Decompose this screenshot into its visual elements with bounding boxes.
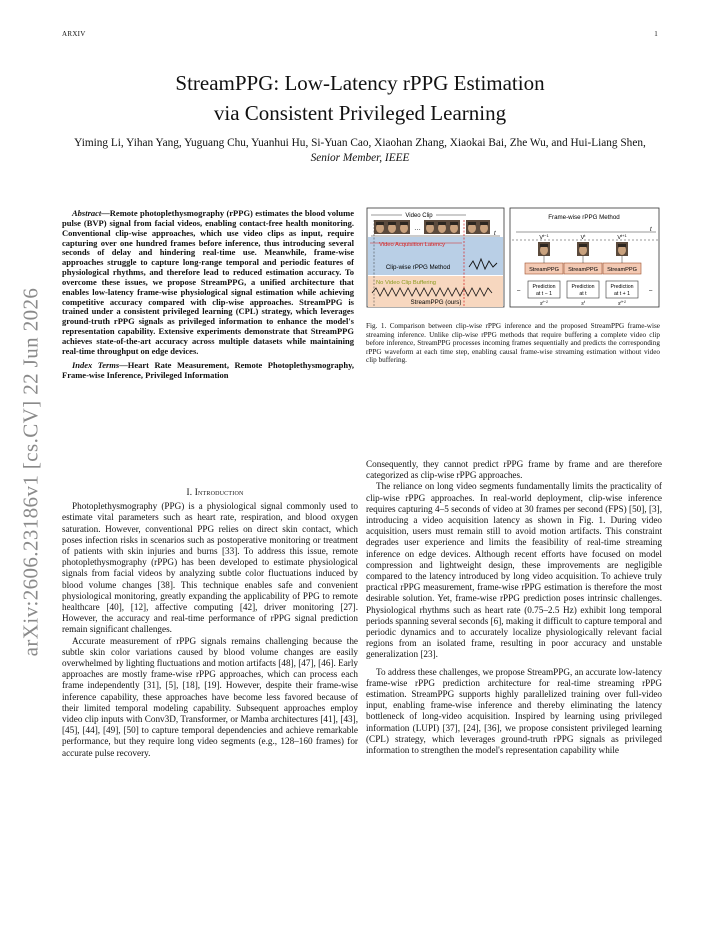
svg-text:StreamPPG: StreamPPG [568,267,598,273]
paragraph: Accurate measurement of rPPG signals remains challenging because the subtle skin color variations caused by blood volume changes are easily overwhelmed by lighting fluctuations and motion artifacts [48], [47], [46]. Early approaches are mostly frame-wise rPPG approaches, which can process each frame independently [31], [5], [18], [19]. However, despite their frame-wise inference capability, these approaches have become less favored because of their limited temporal modeling capability. Subsequent approaches employ video clip inputs with Conv3D, Transformer, or Mamba architectures [41], [43], [45], [44], [49], [50] to capture temporal dependencies and achieve remarkable performance, but they require long video segments (e.g., 128–160 frames) for accurate pulse recovery. [62,635,358,758]
paragraph: Photoplethysmography (PPG) is a physiological signal commonly used to estimate vital parameters such as heart rate, respiration, and blood oxygen saturation. However, conventional PPG relies on direct skin contact, which poses infection risks in scenarios such as postoperative monitoring or treatment of patients with skin injuries and burns [33]. To address this issue, remote photoplethysmography (rPPG) has been developed to estimate physiological signals from facial videos by analyzing subtle color fluctuations induced by blood volume changes [38]. This technique enables safe and convenient physiological monitoring, greatly expanding the applicability of PPG to remote healthcare [40], [12], affective computing [42], driver monitoring [27]. However, the accuracy and real-time performance of rPPG signal prediction remain significant challenges. [62,501,358,635]
svg-text:t: t [650,227,652,233]
svg-text:t: t [494,231,496,237]
paragraph: To address these challenges, we propose StreamPPG, an accurate low-latency frame-wise rPPG prediction architecture for real-time streaming rPPG estimation. StreamPPG supports highly parallelized training over full-video input, enabling frame-wise inference and thereby eliminating the latency bottleneck of long-video acquisition. Inspired by learning using privileged information (LUPI) [37], [24], [36], we propose consistent privileged learning (CPL) strategy, which leverages ground-truth rPPG signals as privileged information to strengthen the model's representation capability while [366,666,662,756]
svg-text:StreamPPG (ours): StreamPPG (ours) [410,299,462,306]
page-number: 1 [654,30,658,38]
svg-text:Vt: $V^t$ [580,233,586,241]
svg-text:Prediction: Prediction [571,284,595,290]
svg-text:–: – [649,288,653,294]
svg-text:st+1: $s^{t+1}$ [618,300,626,307]
arxiv-stamp: arXiv:2606.23186v1 [cs.CV] 22 Jun 2026 [18,287,43,657]
svg-text:at t + 1: at t + 1 [613,291,631,297]
paper-title: StreamPPG: Low-Latency rPPG Estimation via Consistent Privileged Learning [175,71,545,125]
author-role: Senior Member, IEEE [310,151,410,164]
svg-text:at t: at t [579,291,587,297]
section-heading: I. Introduction [186,487,244,497]
figure-caption: Fig. 1. Comparison between clip-wise rPPG inference and the proposed StreamPPG frame-wise streaming inference. Unlike clip-wise rPPG methods that require buffering a complete video clip before inference, StreamPPG processes incoming frames sequentially and predicts the corresponding rPPG waveform at each time step, enabling causal frame-wise streaming estimation without video clip buffering. [366,322,660,365]
video-frames [374,220,490,234]
svg-text:StreamPPG: StreamPPG [529,267,559,273]
svg-text:at t − 1: at t − 1 [535,291,553,297]
svg-text:Prediction: Prediction [532,284,556,290]
abstract: Abstract—Remote photoplethysmography (rPPG) estimates the blood volume pulse (BVP) signal from facial videos, enabling contact-free health monitoring. Conventional clip-wise approaches, which use video clips as input, require capturing over one hundred frames before inference, thus introducing several seconds of delay and hindering real-time use. Meanwhile, frame-wise approaches struggle to capture long-range temporal and periodic features of physiological rhythms, and therefore lead to reduced estimation accuracy. To overcome these issues, we propose StreamPPG, a unified architecture that enables low-latency frame-wise physiological signal estimation while achieving competitive accuracy compared with clip-wise approaches. StreamPPG is trained under a consistent privileged learning (CPL) strategy, which leverages ground-truth rPPG signals as privileged information to enhance the model's representation capability. Extensive experiments demonstrate that StreamPPG achieves state-of-the-art accuracy across multiple datasets while maintaining real-time throughput on edge devices. Index Terms—Heart Rate Measurement, Remote Photoplethysmography, Frame-wise Inference, Privileged Information [62,208,354,380]
svg-text:Video Clip: Video Clip [405,213,433,219]
running-header: ARXIV [62,30,86,38]
paragraph: The reliance on long video segments fundamentally limits the practicality of clip-wise rPPG approaches. In real-world deployment, clip-wise inference requires capturing 4–5 seconds of video at 30 frames per second (FPS) [50], [3], introducing a video acquisition latency as shown in Fig. 1. During video acquisition, users must remain still to avoid motion artifacts. This constraint degrades user experience and limits the feasibility of real-time streaming inference on edge devices. Although recent efforts have focused on model compression and lightweight design, these improvements are negligible compared to the latency introduced by long video acquisition. To achieve truly practical rPPG measurement, frame-wise rPPG estimation is therefore the most desirable solution. Yet, frame-wise rPPG prediction poses intrinsic challenges. Physiological rhythms such as heart rate (0.75–2.5 Hz) exhibit long temporal periods spanning several seconds [6], making it difficult to capture temporal and periodic dynamics and to accurately localize physiologically relevant facial regions from an isolated frame, resulting in poor accuracy and unstable generalization [23]. [366,481,662,660]
svg-text:No Video Clip Buffering: No Video Clip Buffering [375,280,437,286]
intro-right-column [366,459,662,756]
svg-text:Prediction: Prediction [610,284,634,290]
intro-left-column [62,487,358,759]
author-list: Yiming Li, Yihan Yang, Yuguang Chu, Yuanhui Hu, Si-Yuan Cao, Xiaohan Zhang, Xiaokai Bai, Zhe Wu, and Hui-Liang Shen, Senior Member, IEEE [74,137,646,164]
svg-text:Frame-wise rPPG Method: Frame-wise rPPG Method [548,214,620,221]
paragraph: Consequently, they cannot predict rPPG frame by frame and are therefore categorized as clip-wise rPPG approaches. [366,459,662,481]
svg-text:StreamPPG: StreamPPG [607,267,637,273]
latency-label: Video Acquisition Latency [379,242,445,248]
figure-1 [366,205,660,313]
svg-text:…: … [414,225,421,232]
svg-text:st: $s^t$ [581,300,585,307]
svg-text:Clip-wise rPPG Method: Clip-wise rPPG Method [385,264,451,271]
frame-wise-panel [510,208,659,307]
svg-text:–: – [517,288,521,294]
svg-text:Vt−1: $V^{t-1}$ [539,233,549,241]
svg-text:st−1: $s^{t-1}$ [540,300,548,307]
clip-wise-panel [367,208,504,307]
svg-text:Vt+1: $V^{t+1}$ [617,233,627,241]
